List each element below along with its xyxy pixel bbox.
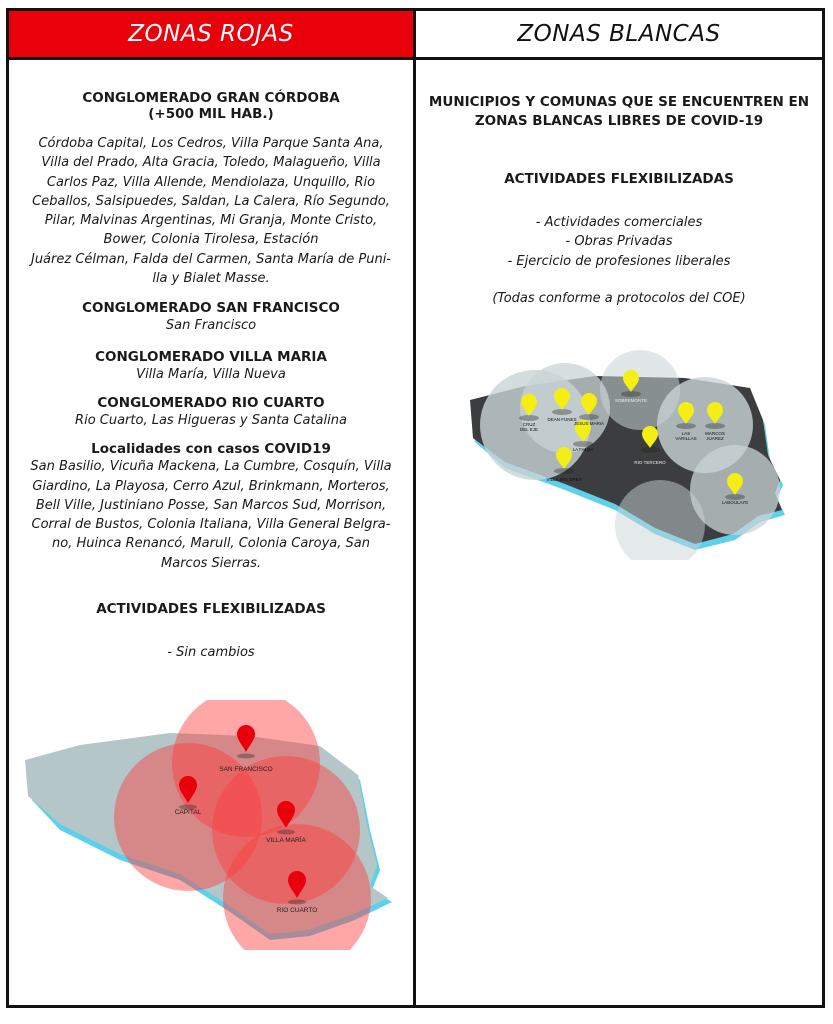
map-label-rio-cuarto: RIO CUARTO bbox=[276, 907, 318, 914]
text-line: lla y Bialet Masse. bbox=[152, 271, 270, 287]
section-title: ACTIVIDADES FLEXIBILIZADAS bbox=[504, 171, 734, 187]
section-actividades-rojas bbox=[9, 601, 413, 662]
text-line: Rio Cuarto, Las Higueras y Santa Catalina bbox=[75, 412, 347, 428]
map-label-cruz: CRUZ bbox=[522, 422, 536, 427]
map-label-jesus-maria: JESUS MARIA bbox=[573, 421, 605, 426]
section-villa-maria bbox=[9, 349, 413, 384]
map-label-marcos: MARCOS bbox=[705, 431, 725, 436]
text-line: Carlos Paz, Villa Allende, Mendiolaza, Unquillo, Rio bbox=[46, 174, 376, 190]
map-label-rio-tercero: RIO TERCERO bbox=[634, 460, 666, 465]
section-localidades bbox=[9, 441, 413, 573]
map-label-laboulaye: LABOULAYE bbox=[721, 500, 749, 505]
map-label-del-eje: DEL EJE bbox=[519, 427, 539, 432]
section-title: CONGLOMERADO GRAN CÓRDOBA bbox=[82, 90, 340, 106]
white-zone-map bbox=[465, 350, 795, 560]
map-label-juarez: JUAREZ bbox=[706, 436, 724, 441]
red-zone-column bbox=[9, 60, 413, 662]
protocol-note: (Todas conforme a protocolos del COE) bbox=[492, 290, 746, 306]
text-line: Villa María, Villa Nueva bbox=[136, 366, 286, 382]
section-title: CONGLOMERADO VILLA MARIA bbox=[95, 348, 327, 365]
activity-item: - Obras Privadas bbox=[565, 234, 673, 250]
text-line: Bell Ville, Justiniano Posse, San Marcos Sud, Morrison, bbox=[35, 497, 387, 513]
text-line: San Francisco bbox=[165, 318, 257, 334]
section-title: ACTIVIDADES FLEXIBILIZADAS bbox=[96, 601, 326, 618]
header-zonas-rojas: ZONAS ROJAS bbox=[9, 11, 413, 57]
section-gran-cordoba bbox=[9, 90, 413, 288]
map-label-las: LAS bbox=[681, 431, 691, 436]
map-label-villa-maria: VILLA MARÍA bbox=[266, 837, 306, 844]
activity-item: - Sin cambios bbox=[167, 645, 255, 661]
text-line: Marcos Sierras. bbox=[161, 555, 261, 571]
text-line: Córdoba Capital, Los Cedros, Villa Parque Santa Ana, bbox=[38, 136, 384, 151]
map-label-la-falda: LA FALDA bbox=[572, 447, 594, 452]
section-subtitle: (+500 MIL HAB.) bbox=[148, 106, 274, 122]
text-line: Ceballos, Salsipuedes, Saldan, La Calera, Río Segundo, bbox=[32, 193, 390, 209]
text-line: Giardino, La Playosa, Cerro Azul, Brinkmann, Morteros, bbox=[32, 478, 390, 494]
section-title: MUNICIPIOS Y COMUNAS QUE SE ENCUENTREN EN bbox=[428, 94, 810, 110]
text-line: Juárez Célman, Falda del Carmen, Santa María de Puni- bbox=[30, 251, 391, 267]
section-title: CONGLOMERADO SAN FRANCISCO bbox=[82, 300, 340, 317]
activity-item: - Actividades comerciales bbox=[535, 215, 703, 230]
section-title: ZONAS BLANCAS LIBRES DE COVID-19 bbox=[474, 113, 764, 129]
header-zonas-blancas: ZONAS BLANCAS bbox=[416, 11, 822, 57]
white-zone-column bbox=[416, 60, 822, 308]
section-san-francisco bbox=[9, 300, 413, 335]
red-zone-map bbox=[20, 700, 400, 950]
map-label-capital: CAPITAL bbox=[174, 809, 202, 816]
activity-item: - Ejercicio de profesiones liberales bbox=[507, 253, 731, 269]
map-label-san-francisco: SAN FRANCISCO bbox=[219, 766, 273, 773]
text-line: Bower, Colonia Tirolesa, Estación bbox=[103, 232, 319, 248]
map-label-dean-funes: DEAN FUNES bbox=[547, 417, 577, 422]
text-line: Pilar, Malvinas Argentinas, Mi Granja, Monte Cristo, bbox=[44, 213, 378, 229]
text-line: Corral de Bustos, Colonia Italiana, Villa General Belgra- bbox=[31, 517, 391, 533]
text-line: San Basilio, Vicuña Mackena, La Cumbre, Cosquín, Villa bbox=[30, 459, 392, 475]
text-line: no, Huinca Renancó, Marull, Colonia Caroya, San bbox=[52, 536, 370, 552]
section-actividades-blancas bbox=[416, 171, 822, 308]
text-line: Villa del Prado, Alta Gracia, Toledo, Malagueño, Villa bbox=[41, 155, 381, 171]
map-label-villa-dolores: VILLA DOLORES bbox=[546, 477, 582, 482]
section-title: CONGLOMERADO RIO CUARTO bbox=[97, 394, 325, 411]
map-label-sobremonte: SOBREMONTE bbox=[614, 398, 648, 403]
section-title: Localidades con casos COVID19 bbox=[91, 441, 331, 458]
map-label-varillas: VARILLAS bbox=[675, 436, 697, 441]
section-municipios bbox=[416, 93, 822, 131]
section-rio-cuarto bbox=[9, 395, 413, 430]
